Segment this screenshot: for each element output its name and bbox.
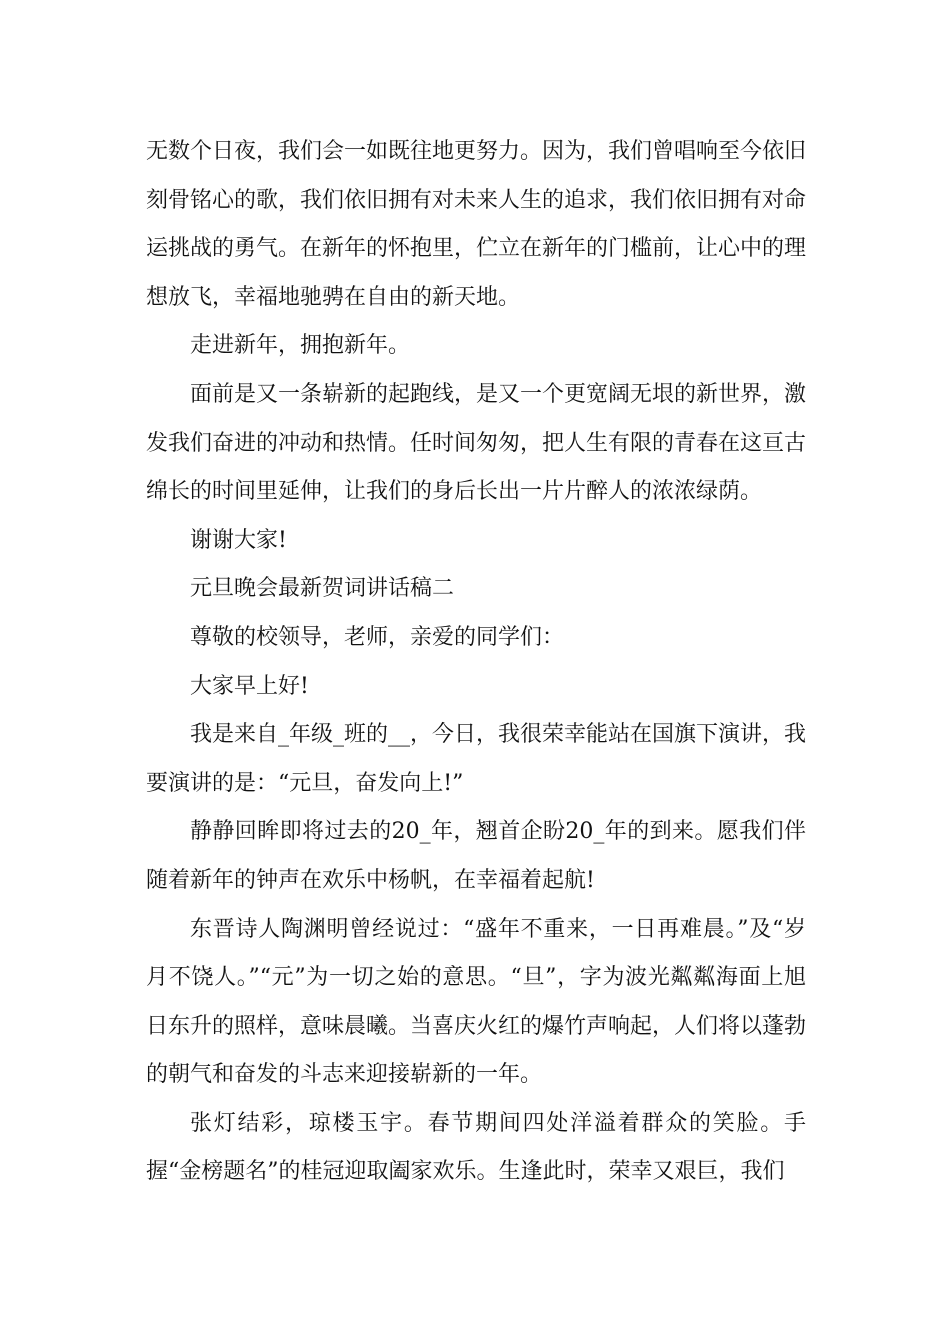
paragraph-9: 静静回眸即将过去的20_年，翘首企盼20_年的到来。愿我们伴随着新年的钟声在欢乐中杨帆，在幸福着起航! <box>146 819 806 893</box>
salutation: 尊敬的校领导，老师，亲爱的同学们： <box>190 624 565 650</box>
paragraph-2: 走进新年，拥抱新年。 <box>190 333 411 359</box>
paragraph-8: 我是来自_年级_班的__，今日，我很荣幸能站在国旗下演讲，我要演讲的是：“元旦，奋发向上!” <box>146 722 807 796</box>
document-body <box>146 128 806 1197</box>
paragraph-3: 面前是又一条崭新的起跑线，是又一个更宽阔无垠的新世界，激发我们奋进的冲动和热情。任时间匆匆，把人生有限的青春在这亘古绵长的时间里延伸，让我们的身后长出一片片醉人的浓浓绿荫。 <box>146 381 807 505</box>
paragraph-1: 无数个日夜，我们会一如既往地更努力。因为，我们曾唱响至今依旧刻骨铭心的歌，我们依旧拥有对未来人生的追求，我们依旧拥有对命运挑战的勇气。在新年的怀抱里，伫立在新年的门槛前，让心中的理想放飞，幸福地驰骋在自由的新天地。 <box>146 139 807 310</box>
section-title: 元旦晚会最新贺词讲话稿二 <box>190 576 455 602</box>
paragraph-11: 张灯结彩，琼楼玉宇。春节期间四处洋溢着群众的笑脸。手握“金榜题名”的桂冠迎取阖家欢乐。生逢此时，荣幸又艰巨，我们 <box>146 1110 806 1185</box>
paragraph-4: 谢谢大家! <box>190 527 287 553</box>
greeting: 大家早上好! <box>190 673 309 699</box>
paragraph-10: 东晋诗人陶渊明曾经说过：“盛年不重来，一日再难晨。”及“岁月不饶人。”“元”为一切之始的意思。“旦”，字为波光粼粼海面上旭日东升的照样，意味晨曦。当喜庆火红的爆竹声响起，人们将以蓬勃的朝气和奋发的斗志来迎接崭新的一年。 <box>146 916 807 1088</box>
